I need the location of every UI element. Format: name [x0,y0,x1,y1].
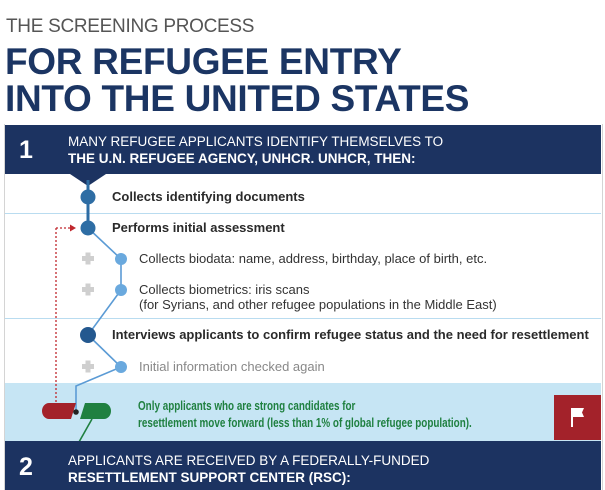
step-1-line-1: MANY REFUGEE APPLICANTS IDENTIFY THEMSELVES TO [68,134,444,149]
outcome-text [138,397,472,431]
step-number: 1 [19,136,33,164]
item-interviews: Interviews applicants to confirm refugee status and the need for resettlement [112,327,589,342]
outcome-line-1: Only applicants who are strong candidates for [138,398,356,413]
item-collects-documents: Collects identifying documents [112,189,305,204]
step-2-header [5,441,601,490]
step-2-line-2: RESETTLEMENT SUPPORT CENTER (RSC): [68,470,351,485]
step-number: 2 [19,453,33,481]
substep-dot [115,361,127,373]
subtitle: THE SCREENING PROCESS [6,16,255,37]
flow-line [79,419,92,442]
item-biometrics-note: (for Syrians, and other refugee populations in the Middle East) [139,297,497,312]
step-dot [81,221,96,236]
step-dot [80,327,96,343]
junction-dot [73,409,79,415]
plus-icons [82,253,94,373]
flag-icon [554,395,601,440]
rejected-tab [42,403,76,419]
item-biodata: Collects biodata: name, address, birthday, place of birth, etc. [139,251,488,266]
flow-line [76,228,121,412]
arrow-icon [70,225,76,232]
title-line-2: INTO THE UNITED STATES [5,78,470,119]
step-dot [81,190,96,205]
accepted-tab [80,403,111,419]
item-biometrics: Collects biometrics: iris scans [139,282,310,297]
substep-dot [115,253,127,265]
flag-badge [554,395,601,440]
substep-dot [115,284,127,296]
outcome-line-2: resettlement move forward (less than 1% of global refugee population). [138,415,472,430]
title-line-1: FOR REFUGEE ENTRY [5,41,402,82]
step-2-line-1: APPLICANTS ARE RECEIVED BY A FEDERALLY-FUNDED [68,453,430,468]
item-info-checked: Initial information checked again [139,359,325,374]
step-1-line-2: THE U.N. REFUGEE AGENCY, UNHCR. UNHCR, THEN: [68,151,416,166]
item-initial-assessment: Performs initial assessment [112,220,285,235]
